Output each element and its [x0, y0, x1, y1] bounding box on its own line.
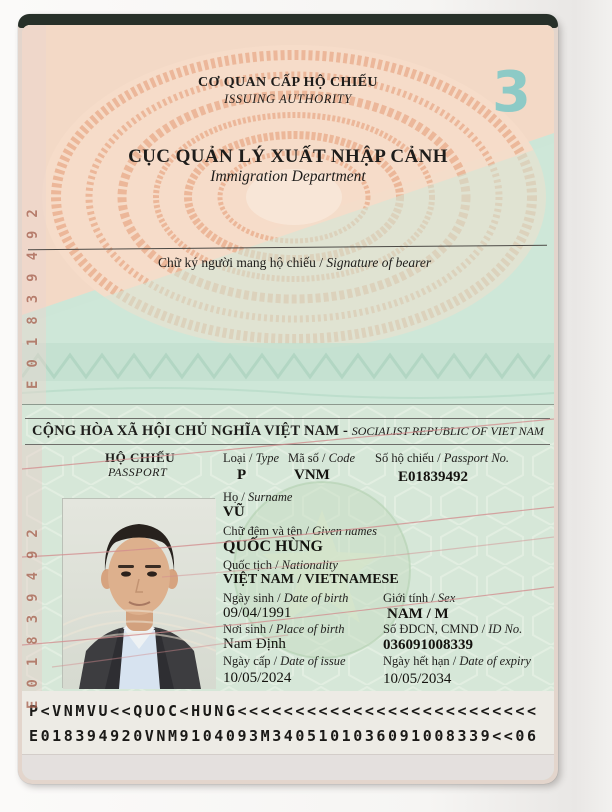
issuing-authority-page — [22, 25, 554, 404]
field-code-label: Mã số / Code — [288, 451, 356, 465]
field-given-names-value: QUỐC HÙNG — [223, 538, 323, 555]
field-id-no-value: 036091008339 — [383, 637, 473, 653]
immigration-department-label-vn: CỤC QUẢN LÝ XUẤT NHẬP CẢNH — [128, 146, 448, 167]
field-sex-label: Giới tính / Sex — [383, 591, 456, 605]
field-surname-label: Họ / Surname — [223, 490, 293, 504]
field-sex-value: NAM / M — [387, 606, 449, 622]
field-date-of-expiry-value: 10/05/2034 — [383, 671, 452, 687]
field-nationality-label: Quốc tịch / Nationality — [223, 558, 338, 572]
mrz-line-1: P<VNMVU<<QUOC<HUNG<<<<<<<<<<<<<<<<<<<<<<<<<< — [29, 702, 539, 720]
mrz-line-2: E018394920VNM9104093M3405101036091008339<<06 — [29, 727, 539, 745]
field-passport-no-label: Số hộ chiếu / Passport No. — [375, 451, 510, 465]
country-header: CỘNG HÒA XÃ HỘI CHỦ NGHĨA VIỆT NAM - SOCIALIST REPUBLIC OF VIET NAM — [32, 423, 544, 439]
immigration-department-label-en: Immigration Department — [210, 168, 366, 185]
issuing-authority-label-en: ISSUING AUTHORITY — [224, 92, 352, 106]
field-date-of-birth-label: Ngày sinh / Date of birth — [223, 591, 349, 605]
field-surname-value: VŨ — [223, 504, 245, 520]
field-date-of-expiry-label: Ngày hết hạn / Date of expiry — [383, 654, 531, 668]
page-bottom-edge — [22, 754, 554, 780]
header-rule-top — [25, 418, 550, 419]
field-type-label: Loại / Type — [223, 451, 280, 465]
passport-data-page — [22, 404, 554, 780]
field-place-of-birth-label: Nơi sinh / Place of birth — [223, 622, 345, 636]
field-type-value: P — [237, 467, 247, 483]
issuing-authority-label-vn: CƠ QUAN CẤP HỘ CHIẾU — [198, 75, 378, 90]
portrait-illustration — [63, 499, 216, 689]
field-date-of-issue-label: Ngày cấp / Date of issue — [223, 654, 346, 668]
field-date-of-birth-value: 09/04/1991 — [223, 605, 292, 621]
field-date-of-issue-value: 10/05/2024 — [223, 670, 292, 686]
bearer-portrait-photo — [62, 498, 215, 688]
document-title-en: PASSPORT — [108, 465, 168, 479]
passport-booklet-scan — [18, 14, 558, 784]
field-given-names-label: Chữ đệm và tên / Given names — [223, 524, 377, 538]
perforated-passport-number: E01839492 — [25, 516, 41, 709]
header-rule-bottom — [25, 444, 550, 445]
perforated-passport-number: E01839492 — [25, 196, 41, 389]
field-id-no-label: Số ĐDCN, CMND / ID No. — [383, 622, 523, 636]
document-title-vn: HỘ CHIẾU — [105, 450, 176, 465]
page-number: 3 — [492, 60, 531, 125]
field-nationality-value: VIỆT NAM / VIETNAMESE — [223, 572, 399, 587]
field-place-of-birth-value: Nam Định — [223, 636, 286, 652]
field-code-value: VNM — [294, 467, 330, 483]
signature-of-bearer-label: Chữ ký người mang hộ chiếu / Signature of bearer — [158, 255, 432, 270]
field-passport-no-value: E01839492 — [398, 469, 469, 485]
